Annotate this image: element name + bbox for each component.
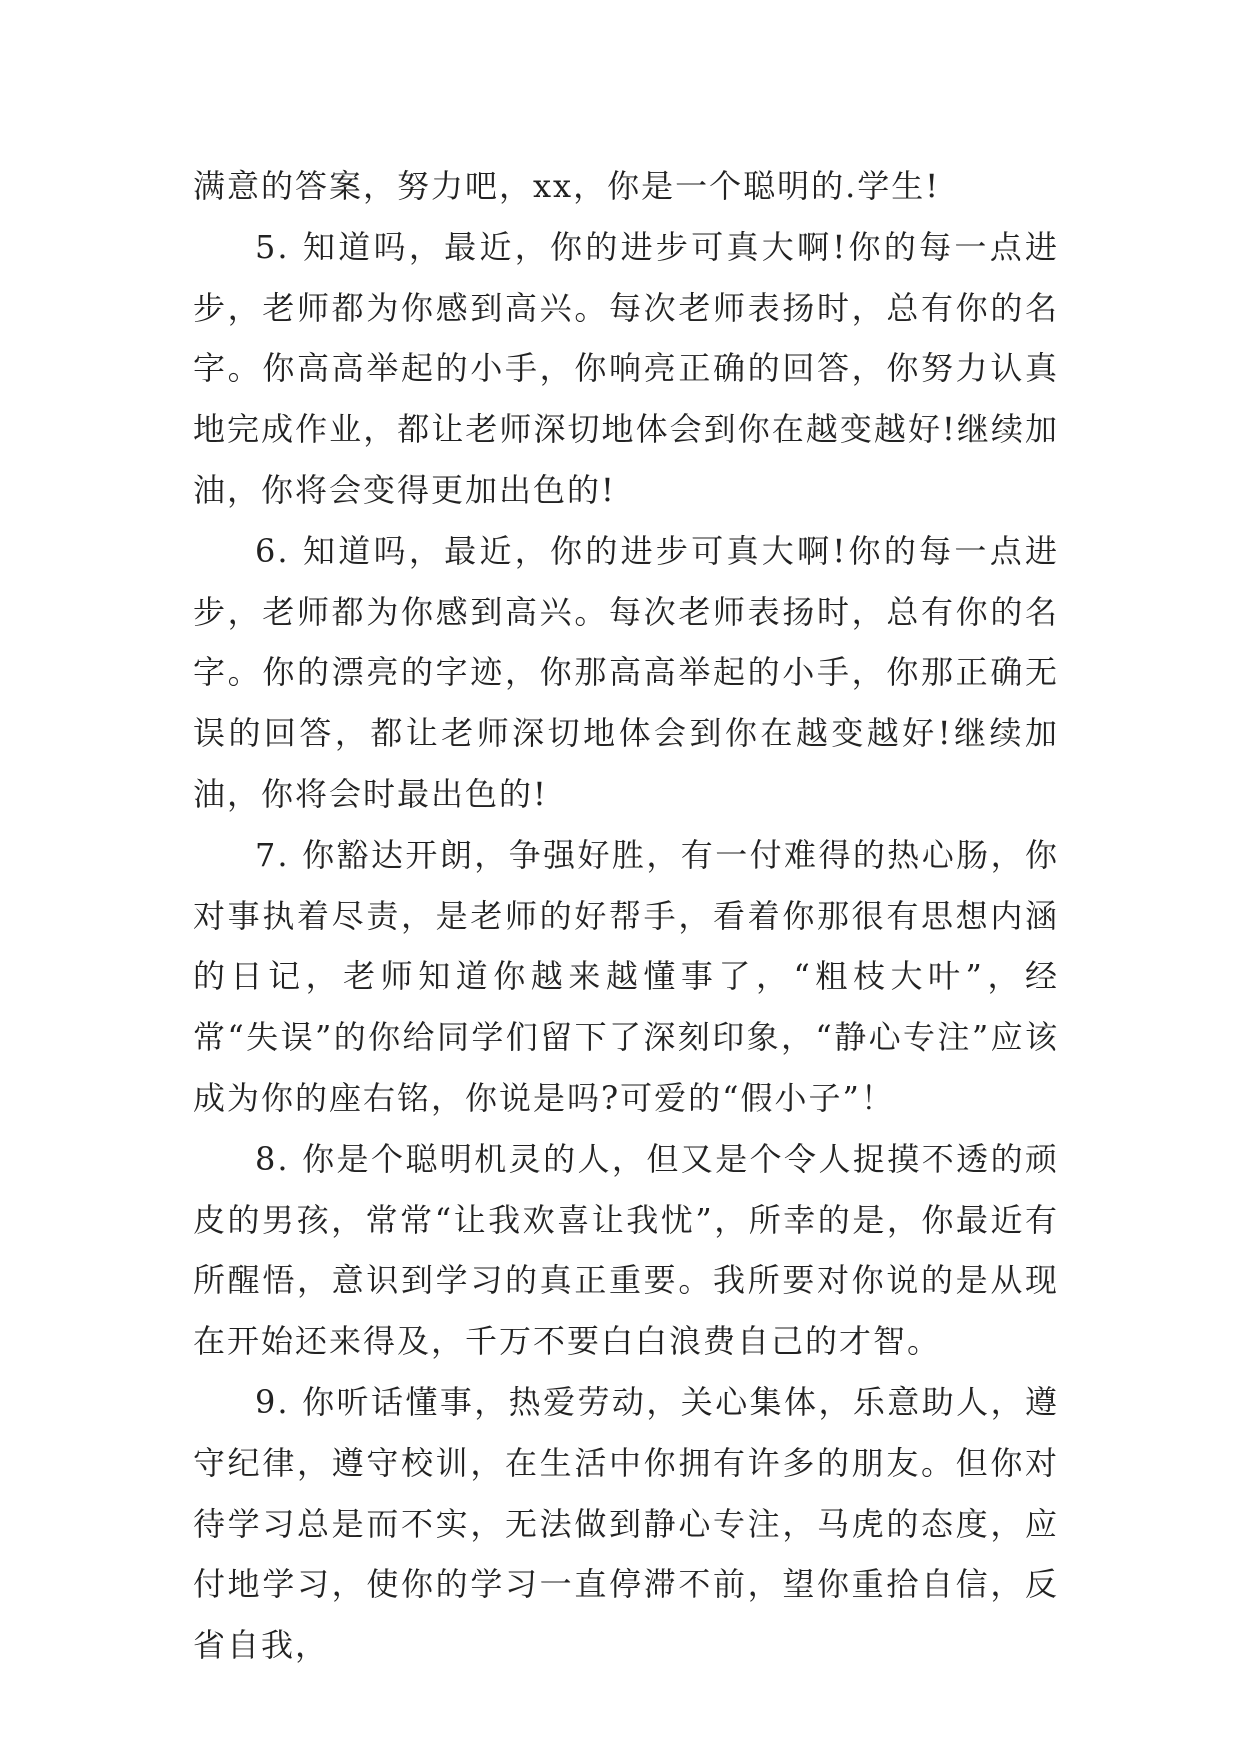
paragraph-item-6: 6. 知道吗，最近，你的进步可真大啊!你的每一点进步，老师都为你感到高兴。每次老师表扬时，总有你的名字。你的漂亮的字迹，你那高高举起的小手，你那正确无误的回答，都让老师深切地体会到你在越变越好!继续加油，你将会时最出色的! bbox=[193, 531, 1059, 813]
paragraph-item-7: 7. 你豁达开朗，争强好胜，有一付难得的热心肠，你对事执着尽责，是老师的好帮手，看着你那很有思想内涵的日记，老师知道你越来越懂事了，“粗枝大叶”，经常“失误”的你给同学们留下了深刻印象，“静心专注”应该成为你的座右铭，你说是吗?可爱的“假小子”！ bbox=[193, 835, 1059, 1117]
paragraph-item-8: 8. 你是个聪明机灵的人，但又是个令人捉摸不透的顽皮的男孩，常常“让我欢喜让我忧”，所幸的是，你最近有所醒悟，意识到学习的真正重要。我所要对你说的是从现在开始还来得及，千万不要白白浪费自己的才智。 bbox=[193, 1139, 1059, 1361]
paragraph-item-5: 5. 知道吗，最近，你的进步可真大啊!你的每一点进步，老师都为你感到高兴。每次老师表扬时，总有你的名字。你高高举起的小手，你响亮正确的回答，你努力认真地完成作业，都让老师深切地体会到你在越变越好!继续加油，你将会变得更加出色的! bbox=[193, 227, 1059, 509]
document-body bbox=[193, 156, 1059, 1676]
paragraph-continuation: 满意的答案，努力吧，xx，你是一个聪明的.学生! bbox=[193, 167, 941, 205]
paragraph-item-9: 9. 你听话懂事，热爱劳动，关心集体，乐意助人，遵守纪律，遵守校训，在生活中你拥有许多的朋友。但你对待学习总是而不实，无法做到静心专注，马虎的态度，应付地学习，使你的学习一直停滞不前，望你重拾自信，反省自我， bbox=[193, 1382, 1059, 1665]
